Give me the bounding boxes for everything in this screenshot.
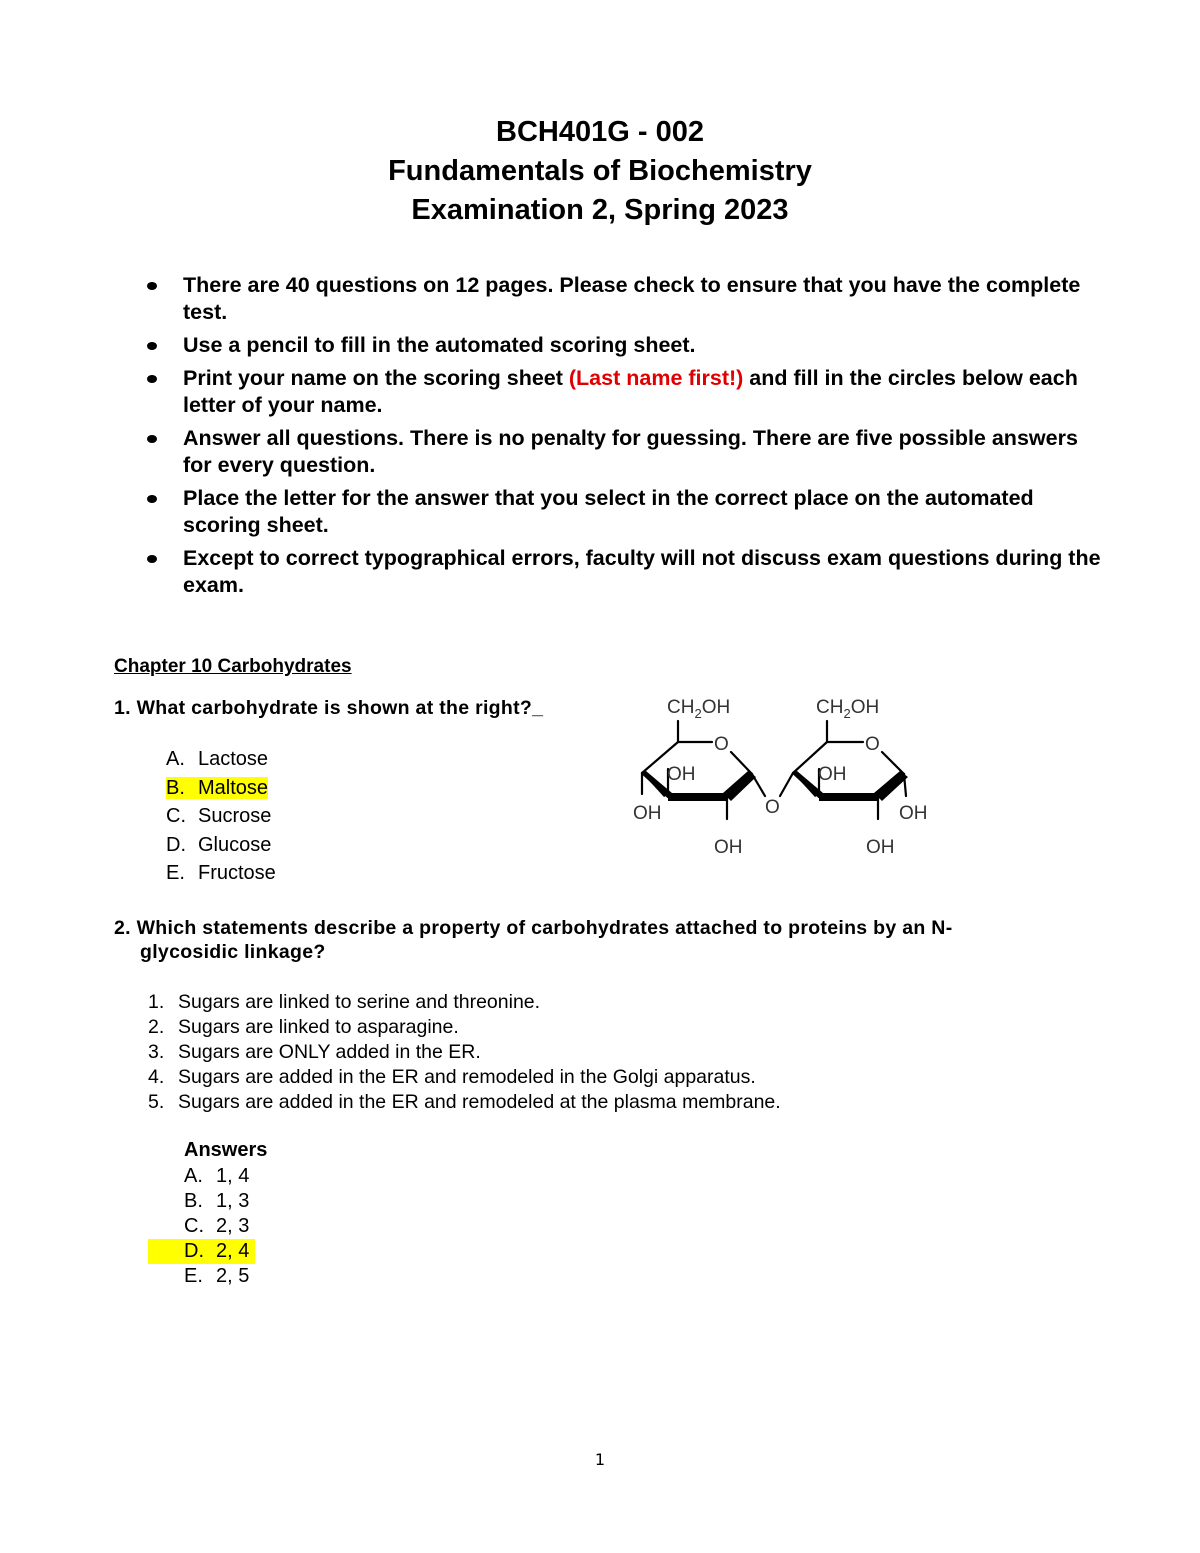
instruction-item: Answer all questions. There is no penalty for guessing. There are five possible answers for every question. bbox=[143, 425, 1103, 479]
statement-item: 5. Sugars are added in the ER and remodeled at the plasma membrane. bbox=[148, 1091, 781, 1113]
answer-d bbox=[148, 1239, 255, 1264]
instructions-list bbox=[143, 272, 1103, 605]
highlighted-answer: D. 2, 4 bbox=[148, 1239, 255, 1264]
option-e: E. Fructose bbox=[166, 862, 276, 885]
instruction-item: Use a pencil to fill in the automated scoring sheet. bbox=[143, 332, 1103, 359]
left-ch2oh-label: $CH_2OH$ bbox=[667, 697, 731, 721]
chapter-heading: Chapter 10 Carbohydrates bbox=[114, 656, 352, 677]
bullet-icon bbox=[147, 435, 157, 443]
option-d: D. Glucose bbox=[166, 833, 272, 856]
bullet-icon bbox=[147, 282, 157, 290]
maltose-structure-diagram bbox=[620, 685, 950, 865]
instruction-item: Place the letter for the answer that you select in the correct place on the automated scoring sheet. bbox=[143, 485, 1103, 539]
left-ring-oxygen: O bbox=[714, 734, 729, 755]
exam-course-title: Fundamentals of Biochemistry bbox=[388, 155, 812, 187]
option-a: A. Lactose bbox=[166, 748, 269, 770]
option-b bbox=[166, 774, 276, 803]
page-number: 1 bbox=[594, 1450, 606, 1469]
instruction-item: There are 40 questions on 12 pages. Please check to ensure that you have the complete test. bbox=[143, 272, 1103, 326]
bullet-icon bbox=[147, 342, 157, 350]
right-ch2oh-label: $CH_2OH$ bbox=[816, 697, 880, 721]
statement-item: 1. Sugars are linked to serine and threonine. bbox=[148, 991, 541, 1013]
left-oh-label: OH bbox=[667, 764, 696, 785]
statement-item: 4. Sugars are added in the ER and remodeled in the Golgi apparatus. bbox=[148, 1066, 756, 1088]
right-oh-label: OH bbox=[818, 764, 847, 785]
left-c4-oh-label: OH bbox=[633, 803, 662, 824]
instruction-item: Print your name on the scoring sheet (Last name first!) and fill in the circles below each letter of your name. bbox=[143, 365, 1103, 419]
option-c: C. Sucrose bbox=[166, 805, 272, 828]
question-1-prompt: 1. What carbohydrate is shown at the right?_ bbox=[114, 697, 544, 719]
answer-c: C. 2, 3 bbox=[184, 1215, 250, 1237]
statement-item: 2. Sugars are linked to asparagine. bbox=[148, 1016, 459, 1038]
question-2-prompt-line1: 2. Which statements describe a property of carbohydrates attached to proteins by an N- bbox=[114, 917, 953, 939]
highlighted-answer: B. Maltose bbox=[166, 776, 269, 799]
exam-name: Examination 2, Spring 2023 bbox=[411, 194, 789, 226]
last-name-first-warning: (Last name first!) bbox=[568, 366, 744, 390]
question-2-prompt-line2: glycosidic linkage? bbox=[140, 941, 326, 963]
right-c3-oh-label: OH bbox=[866, 837, 895, 858]
answer-b: B. 1, 3 bbox=[184, 1190, 250, 1212]
instruction-item: Except to correct typographical errors, faculty will not discuss exam questions during the exam. bbox=[143, 545, 1103, 599]
bullet-icon bbox=[147, 375, 157, 383]
answer-a: A. 1, 4 bbox=[184, 1165, 250, 1187]
exam-course-code: BCH401G - 002 bbox=[496, 116, 704, 148]
question-2-statements bbox=[148, 990, 781, 1115]
bullet-icon bbox=[147, 495, 157, 503]
answers-label: Answers bbox=[184, 1139, 268, 1161]
bullet-icon bbox=[147, 555, 157, 563]
right-c1-oh-label: OH bbox=[899, 803, 928, 824]
statement-item: 3. Sugars are ONLY added in the ER. bbox=[148, 1041, 481, 1063]
question-1-options bbox=[166, 745, 276, 888]
right-ring-oxygen: O bbox=[865, 734, 880, 755]
answer-e: E. 2, 5 bbox=[184, 1265, 250, 1287]
glycosidic-oxygen: O bbox=[765, 797, 780, 818]
left-c3-oh-label: OH bbox=[714, 837, 743, 858]
question-2-answers bbox=[148, 1164, 255, 1289]
